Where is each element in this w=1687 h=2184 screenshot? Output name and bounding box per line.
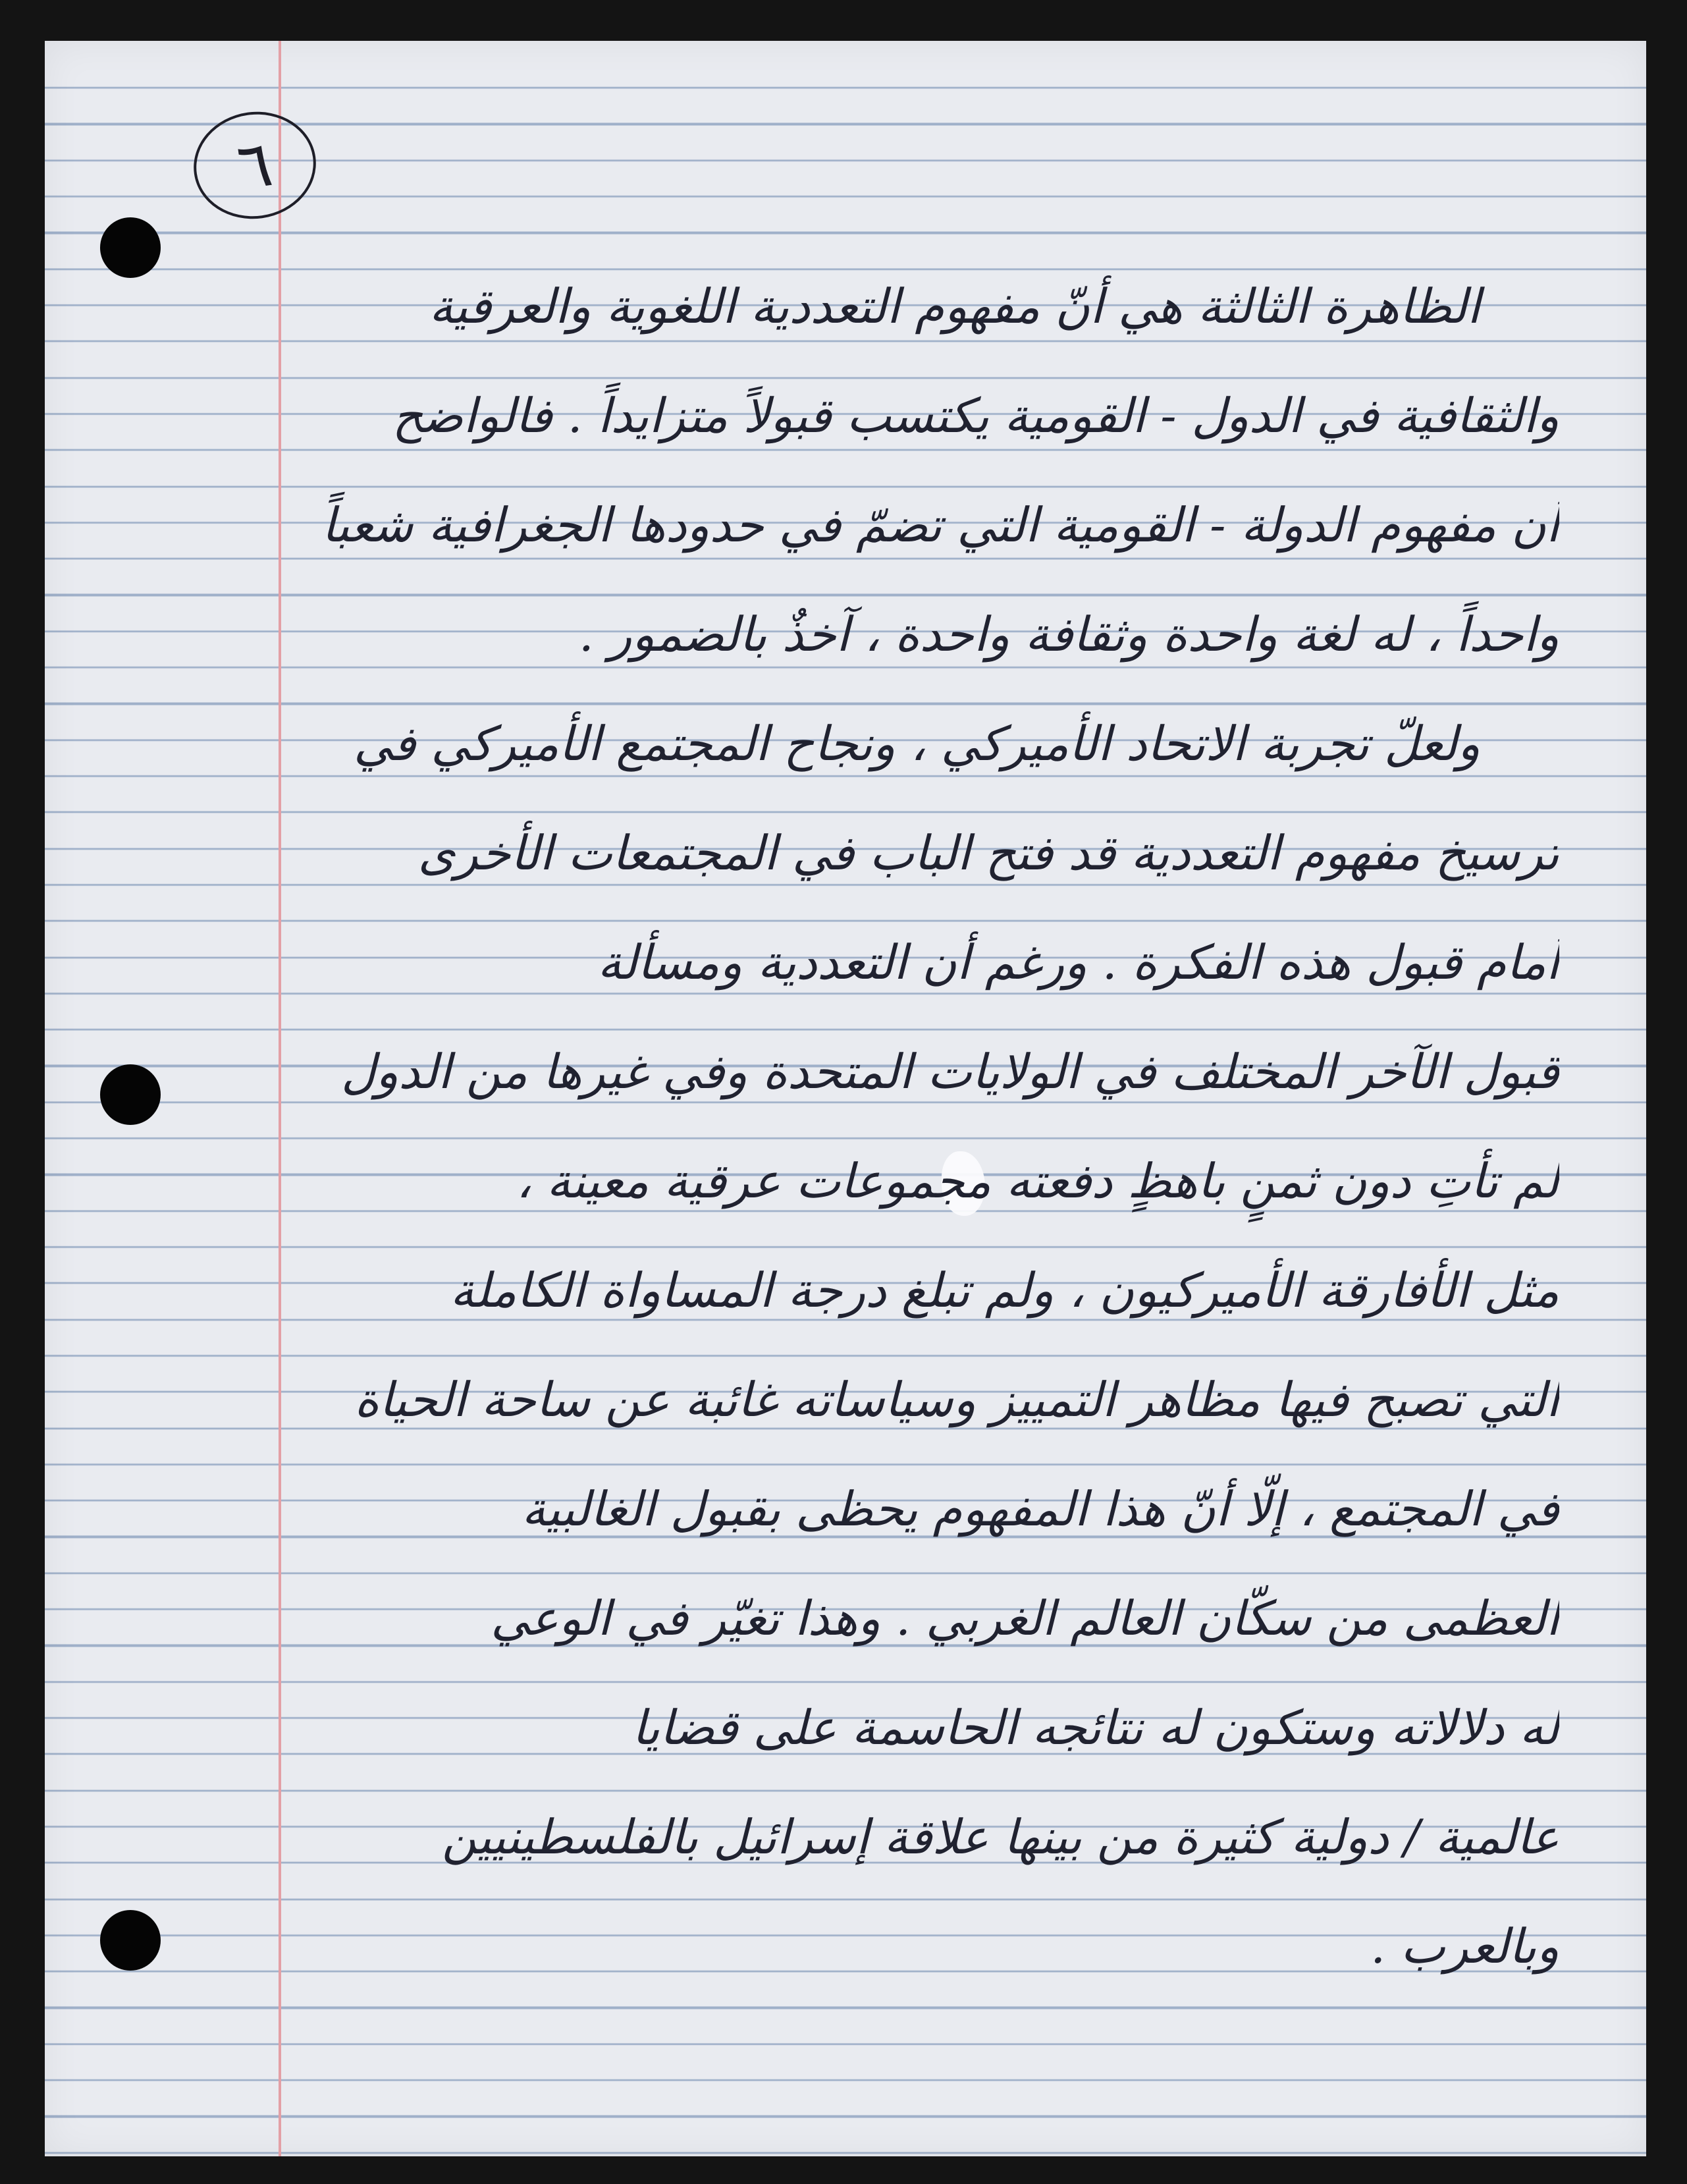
text-line: أمام قبول هذه الفكرة . ورغم أن التعددية ومسألة — [597, 935, 1559, 990]
text-line: ولعلّ تجربة الاتحاد الأميركي ، ونجاح المجتمع الأميركي في — [354, 716, 1480, 771]
text-line: العظمى من سكّان العالم الغربي . وهذا تغيّر في الوعي — [491, 1591, 1559, 1646]
text-line: في المجتمع ، إلّا أنّ هذا المفهوم يحظى بقبول الغالبية — [522, 1481, 1559, 1537]
text-line: مثل الأفارقة الأميركيون ، ولم تبلغ درجة المساواة الكاملة — [450, 1263, 1559, 1318]
handwritten-text-block — [216, 252, 1559, 2001]
punch-hole-bottom — [100, 1910, 161, 1971]
page-number-circled: ٦ — [187, 104, 323, 227]
text-line: وبالعرب . — [1370, 1919, 1559, 1974]
text-line: قبول الآخر المختلف في الولايات المتحدة وفي غيرها من الدول — [341, 1044, 1559, 1099]
text-line: الظاهرة الثالثة هي أنّ مفهوم التعددية اللغوية والعرقية — [429, 279, 1480, 334]
text-line: واحداً ، له لغة واحدة وثقافة واحدة ، آخذٌ بالضمور . — [578, 607, 1559, 662]
text-line: له دلالاته وستكون له نتائجه الحاسمة على قضايا — [631, 1700, 1559, 1755]
text-line: لم تأتِ دون ثمنٍ باهظٍ دفعته مجموعات عرقية معينة ، — [516, 1153, 1559, 1209]
punch-hole-top — [100, 217, 161, 278]
text-line: ترسيخ مفهوم التعددية قد فتح الباب في المجتمعات الأخرى — [417, 825, 1559, 881]
punch-hole-middle — [100, 1064, 161, 1125]
notebook-paper-sheet — [45, 41, 1646, 2156]
text-line: التي تصبح فيها مظاهر التمييز وسياساته غائبة عن ساحة الحياة — [354, 1372, 1559, 1427]
text-line: عالمية / دولية كثيرة من بينها علاقة إسرائيل بالفلسطينيين — [442, 1809, 1559, 1865]
text-line: أن مفهوم الدولة - القومية التي تضمّ في حدودها الجغرافية شعباً — [321, 497, 1559, 553]
text-line: والثقافية في الدول - القومية يكتسب قبولاً متزايداً . فالواضح — [392, 388, 1559, 443]
